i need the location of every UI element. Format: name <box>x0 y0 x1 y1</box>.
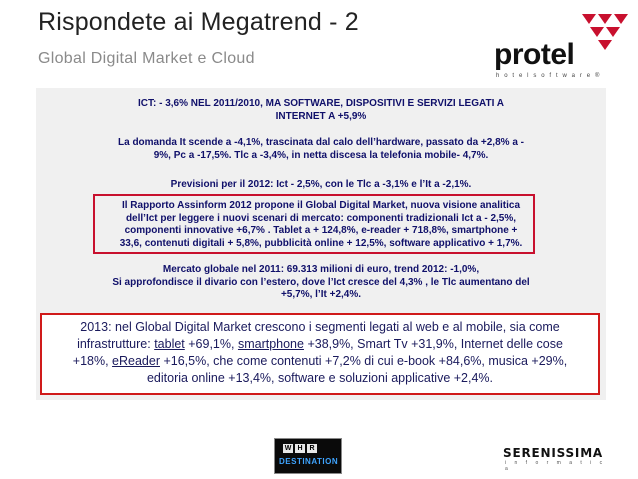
serenissima-logo-tagline: i n f o r m a t i c a <box>505 460 606 472</box>
text-span: +16,5%, che come contenuti +7,2% di cui e-book +84,6%, musica +29%, <box>160 354 568 368</box>
text-line: editoria online +13,4%, software e soluzioni applicative +2,4%. <box>146 371 494 385</box>
text-span: +38,9%, Smart Tv +31,9%, Internet delle cose <box>303 337 563 351</box>
text-line: componenti innovative +6,7% . Tablet a + 124,8%, e-reader + 718,8%, smartphone + <box>124 225 518 236</box>
text-line: dell’Ict per leggere i nuovi scenari di mercato: componenti tradizionali Ict a - 2,5%, <box>125 212 517 224</box>
protel-triangles-icon <box>582 14 628 64</box>
text-line: 2013: nel Global Digital Market crescono i segmenti legati al web e al mobile, sia come <box>80 320 560 334</box>
text-line: Previsioni per il 2012: Ict - 2,5%, con le Tlc a -3,1% e l’It a -2,1%. <box>170 179 472 190</box>
whr-letter: W <box>284 445 292 452</box>
text-line: ICT: - 3,6% NEL 2011/2010, MA SOFTWARE, DISPOSITIVI E SERVIZI LEGATI A <box>137 98 504 109</box>
text-line: 33,6, contenuti digitali + 5,8%, pubblicità online + 12,5%, software applicativo + 1,7%. <box>119 237 523 249</box>
text-line: INTERNET A +5,9% <box>275 110 367 122</box>
whr-destination-logo <box>274 438 342 474</box>
text-span: infrastrutture: <box>77 337 155 351</box>
forecast-2012-paragraph <box>36 179 606 192</box>
tablet-link-text: tablet <box>154 337 185 351</box>
whr-destination-word: DESTINATION <box>279 457 339 466</box>
protel-logo-tagline: h o t e l s o f t w a r e ® <box>496 73 601 79</box>
text-line <box>44 336 596 353</box>
protel-logo <box>490 14 630 80</box>
text-line: +5,7%, l’It +2,4%. <box>280 289 362 300</box>
serenissima-logo <box>503 446 611 472</box>
embedded-slide <box>36 88 606 400</box>
global-market-paragraph <box>36 264 606 302</box>
text-line: 9%, Pc a -17,5%. Tlc a -3,4%, in netta discesa la telefonia mobile- 4,7%. <box>153 149 489 161</box>
slide-subtitle: Global Digital Market e Cloud <box>38 50 255 67</box>
slide-title: Rispondete ai Megatrend - 2 <box>38 8 359 36</box>
serenissima-logo-word: SERENISSIMA <box>503 446 604 460</box>
smartphone-link-text: smartphone <box>237 337 304 351</box>
text-line: Il Rapporto Assinform 2012 propone il Global Digital Market, nuova visione analitica <box>121 200 521 211</box>
forecast-2013-paragraph <box>44 319 596 387</box>
text-line: La domanda It scende a -4,1%, trascinata dal calo dell’hardware, passato da +2,8% a - <box>118 137 524 148</box>
text-span: +18%, <box>72 354 113 368</box>
whr-letter: H <box>295 444 305 453</box>
slide-header <box>0 0 638 88</box>
text-line: Mercato globale nel 2011: 69.313 milioni di euro, trend 2012: -1,0%, <box>162 264 480 275</box>
text-span: +69,1%, <box>184 337 238 351</box>
protel-logo-word: protel <box>494 38 575 71</box>
it-demand-paragraph <box>36 137 606 162</box>
text-line: Si approfondisce il divario con l’estero, dove l’Ict cresce del 4,3% , le Tlc aumentano del <box>112 276 530 288</box>
text-line <box>44 353 596 370</box>
ereader-link-text: eReader <box>112 354 160 368</box>
assinform-paragraph <box>36 200 606 250</box>
whr-letter: R <box>307 444 317 453</box>
ict-headline <box>36 98 606 123</box>
